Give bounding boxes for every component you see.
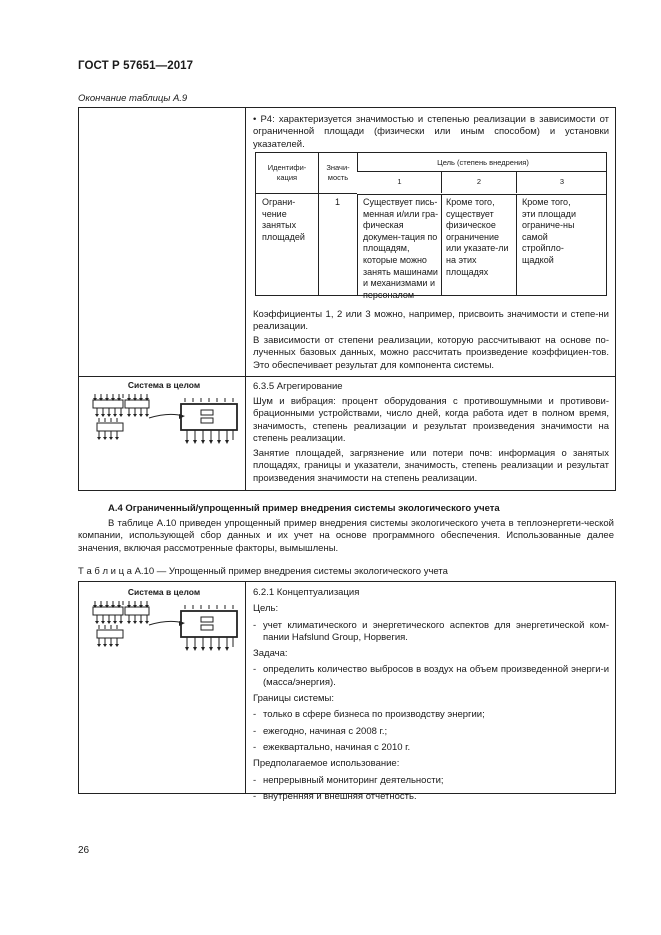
task-item: - определить количество выбросов в воздух на объем произведенной энерги-и (масса/энергия). (253, 664, 609, 688)
aggregation-heading: 6.3.5 Агрегирование (253, 381, 343, 392)
system-diagram-title: Система в целом (127, 380, 201, 390)
page-number: 26 (78, 845, 90, 856)
section-a4-paragraph: В таблице А.10 приведен упрощенный пример внедрения системы экологического учета в теплоэнергети-ческой компании, использующей сбор данных и их учет на основе программного обеспечения. Использованные далее значения, включая рассмотренные факторы, вымышлены. (78, 518, 614, 554)
goal-label: Цель: (253, 603, 279, 615)
table-a10-caption: Т а б л и ц а А.10 — Упрощенный пример внедрения системы экологического учета (78, 566, 448, 577)
conceptualization-heading: 6.2.1 Концептуализация (253, 587, 360, 598)
a10-content (253, 587, 609, 803)
col-level-3: 3 (559, 177, 565, 186)
list-dash: - (253, 709, 257, 721)
list-dash: - (253, 619, 257, 631)
col-goal: Цель (степень внедрения) (437, 158, 529, 167)
row-level-1: Существует пись-менная и/или гра-фическая докумен-тация по площадям, которые можно занять машинами и механизмами и персоналом (363, 197, 439, 300)
list-dash: - (253, 664, 257, 676)
list-dash: - (253, 790, 257, 802)
list-dash: - (253, 725, 257, 737)
aggregation-text-land: Занятие площадей, загрязнение или потери почв: информация о занятых площадях, границы и указатели, значимость, степень реализации и результат произведения значимости на степень реализации. (253, 448, 609, 484)
system-aggregation-diagram-a10 (89, 597, 239, 657)
bounds-label: Границы системы: (253, 693, 334, 705)
table-continuation-caption: Окончание таблицы А.9 (78, 93, 188, 104)
col-identification: Идентифи-кация (267, 163, 307, 182)
section-a4-title: А.4 Ограниченный/упрощенный пример внедрения системы экологического учета (108, 503, 500, 514)
col-level-2: 2 (476, 177, 482, 186)
list-item: - ежегодно, начиная с 2008 г.; (253, 725, 388, 737)
list-item: - непрерывный мониторинг деятельности; (253, 774, 444, 786)
coefficients-text: Коэффициенты 1, 2 или 3 можно, например, присвоить значимости и степе-ни реализации. (253, 309, 609, 333)
row-level-2: Кроме того, существует физическое ограничение или указате-ли на этих площадях (446, 197, 509, 277)
system-diagram-title-a10: Система в целом (127, 587, 201, 597)
table-a9 (78, 107, 616, 491)
table-a10 (78, 581, 616, 802)
list-dash: - (253, 774, 257, 786)
goal-item: - учет климатического и энергетического аспектов для энергетической ком-пании Hafslund Group, Норвегия. (253, 619, 609, 643)
col-significance: Значи-мость (326, 163, 350, 182)
list-dash: - (253, 741, 257, 753)
list-item: - только в сфере бизнеса по производству энергии; (253, 709, 485, 721)
row-significance: 1 (334, 197, 340, 207)
list-item: - внутренняя и внешняя отчетность. (253, 790, 417, 802)
list-item: - ежеквартально, начиная с 2010 г. (253, 741, 411, 753)
task-label: Задача: (253, 648, 288, 660)
use-label: Предполагаемое использование: (253, 758, 400, 770)
p4-text: • Р4: характеризуется значимостью и степенью реализации в зависимости от ограниченной площади (физически или иным способом) и установки указателей. (253, 114, 609, 150)
dependency-text: В зависимости от степени реализации, которую рассчитывают на основе по-лученных базовых данных, можно рассчитать произведение коэффициен-тов. Это обеспечивает результат для компонента системы. (253, 335, 609, 371)
row-level-3: Кроме того, эти площади ограниче-ны самой стройпло-щадкой (522, 197, 576, 265)
system-aggregation-diagram (89, 390, 239, 450)
col-level-1: 1 (397, 177, 402, 186)
aggregation-text-noise: Шум и вибрация: процент оборудования с противошумными и противови-брационными устройствами, число дней, когда работа идет в полном время, значимость, степень реализации и результат произведения значимости на степень реализации. (253, 396, 609, 444)
inner-significance-table (255, 152, 607, 300)
row-identification: Ограни-чение занятых площадей (262, 197, 305, 242)
document-header: ГОСТ Р 57651—2017 (78, 60, 194, 72)
